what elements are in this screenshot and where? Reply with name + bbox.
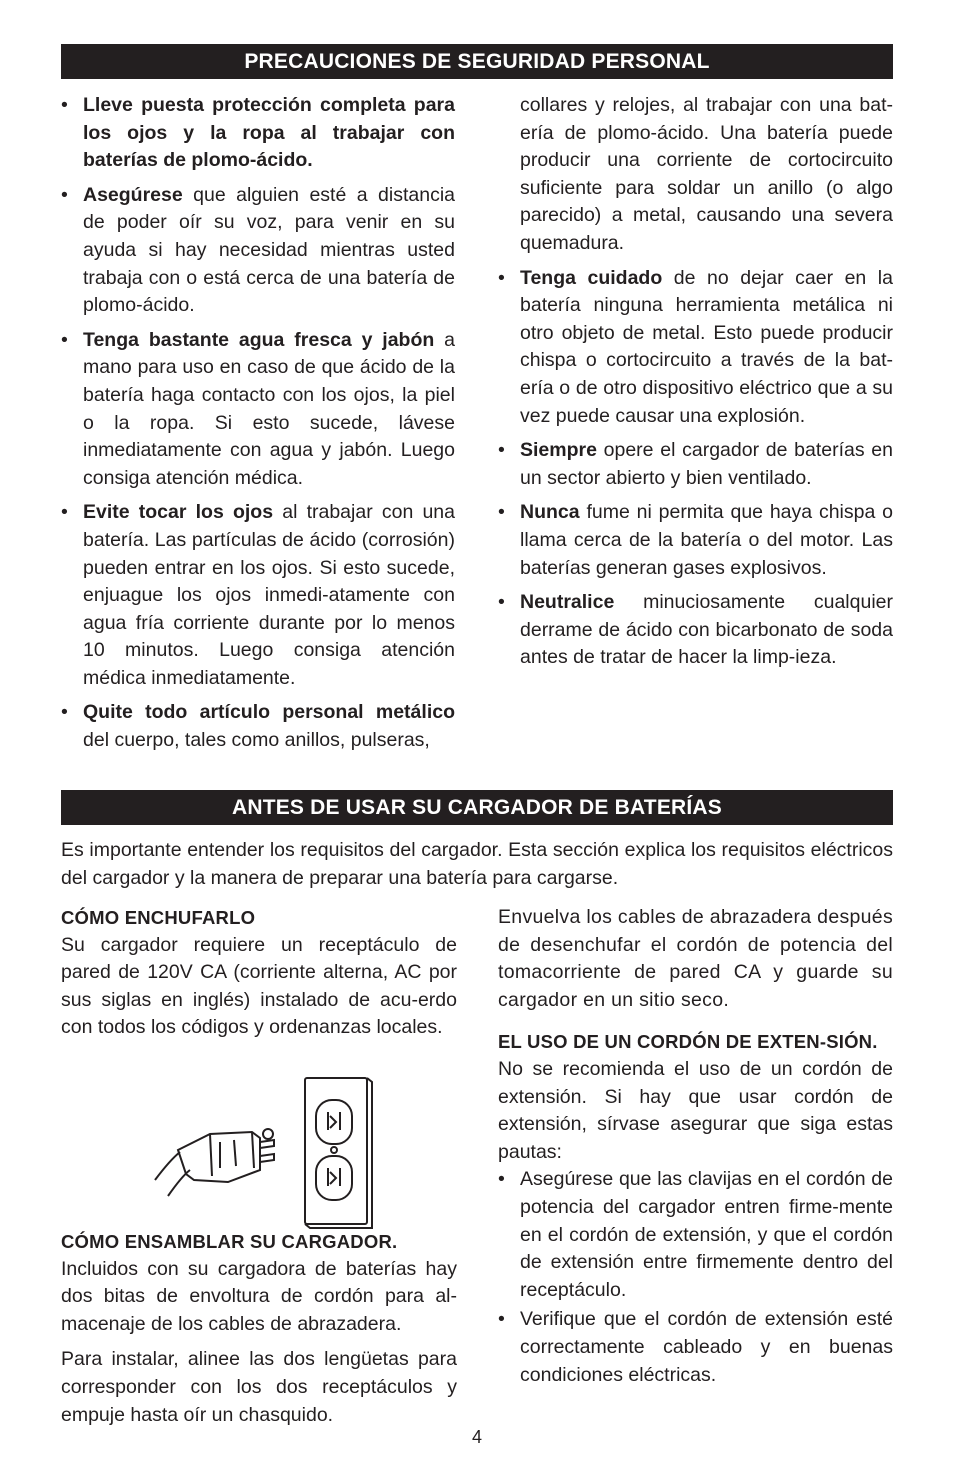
extension-heading: EL USO DE UN CORDÓN DE EXTEN-SIÓN. — [498, 1031, 878, 1053]
section-title-safety: PRECAUCIONES DE SEGURIDAD PERSONAL — [61, 44, 893, 79]
assemble-paragraph: Incluidos con su cargadora de baterías hay dos bitas de envoltura de cordón para al-macenaje de los cables de abrazadera. — [61, 1257, 457, 1335]
assemble-heading: CÓMO ENSAMBLAR SU CARGADOR. — [61, 1230, 398, 1252]
before-use-right-column — [498, 904, 893, 1391]
plug-outlet-illustration — [150, 1072, 380, 1230]
list-item: • Quite todo artículo personal metálico del cuerpo, tales como anillos, pulseras, — [61, 699, 455, 754]
list-item: • Asegúrese que las clavijas en el cordón de potencia del cargador entren firme-mente en el cordón de extensión, y que el cordón de extensión entre firmemente dentro del receptáculo. — [498, 1166, 893, 1304]
plug-paragraph: Su cargador requiere un receptáculo de pared de 120V CA (corriente alterna, AC por sus siglas en inglés) instalado de acu-erdo con todos los códigos y ordenanzas locales. — [61, 933, 457, 1039]
list-item-continuation: collares y relojes, al trabajar con una bat-ería de plomo-ácido. Una batería puede producir una corriente de cortocircuito suficiente para soldar un anillo (o algo parecido) a metal, causando una severa quemadura. — [520, 94, 893, 254]
safety-left-column — [61, 92, 455, 762]
wrap-paragraph: Envuelva los cables de abrazadera después de desenchufar el cordón de potencia del tomacorriente de pared CA y guarde su cargador en un sitio seco. — [498, 906, 893, 1011]
page-number: 4 — [471, 1427, 482, 1447]
safety-right-column — [498, 92, 893, 679]
plug-heading: CÓMO ENCHUFARLO — [61, 907, 256, 928]
list-item: • Verifique que el cordón de extensión esté correctamente cableado y en buenas condiciones eléctricas. — [498, 1306, 893, 1389]
list-item: • Tenga cuidado de no dejar caer en la batería ninguna herramienta metálica ni otro objeto de metal. Esto puede producir chispa o cortocircuito a través de la bat-ería o de otro dispositivo eléctrico que a su vez puede causar una explosión. — [498, 265, 893, 431]
list-item: • Lleve puesta protección completa para los ojos y la ropa al trabajar con baterías de plomo-ácido. — [61, 92, 455, 175]
list-item: • Neutralice minuciosamente cualquier derrame de ácido con bicarbonato de soda antes de tratar de hacer la limp-ieza. — [498, 589, 893, 672]
install-paragraph: Para instalar, alinee las dos lengüetas para corresponder con los dos receptáculos y empuje hasta oír un chasquido. — [61, 1348, 457, 1426]
list-item: • Siempre opere el cargador de baterías en un sector abierto y bien ventilado. — [498, 437, 893, 492]
intro-paragraph: Es importante entender los requisitos del cargador. Esta sección explica los requisitos eléctricos del cargador y la manera de preparar una batería para cargarse. — [61, 839, 893, 889]
extension-paragraph: No se recomienda el uso de un cordón de extensión. Si hay que usar cordón de extensión, sírvase asegurar que siga estas pautas: — [498, 1057, 893, 1163]
list-item: • Nunca fume ni permita que haya chispa o llama cerca de la batería o del motor. Las baterías generan gases explosivos. — [498, 499, 893, 582]
list-item: • Evite tocar los ojos al trabajar con una batería. Las partículas de ácido (corrosión) pueden entrar en los ojos. Si esto sucede, enjuague los ojos inmedi-atamente con agua fría corriente durante por lo menos 10 minutos. Luego consiga atención médica inmediatamente. — [61, 499, 455, 692]
list-item: • Asegúrese que alguien esté a distancia de poder oír su voz, para venir en su ayuda si hay necesidad mientras usted trabaja con o está cerca de una batería de plomo-ácido. — [61, 182, 455, 320]
cord-line — [155, 1152, 180, 1180]
list-item: • Tenga bastante agua fresca y jabón a mano para uso en caso de que ácido de la batería haga contacto con los ojos, la piel o la ropa. Si esto sucede, lávese inmediatamente con agua y jabón. Luego consiga atención médica. — [61, 327, 455, 493]
section-title-before-use: ANTES DE USAR SU CARGADOR DE BATERÍAS — [61, 790, 893, 825]
